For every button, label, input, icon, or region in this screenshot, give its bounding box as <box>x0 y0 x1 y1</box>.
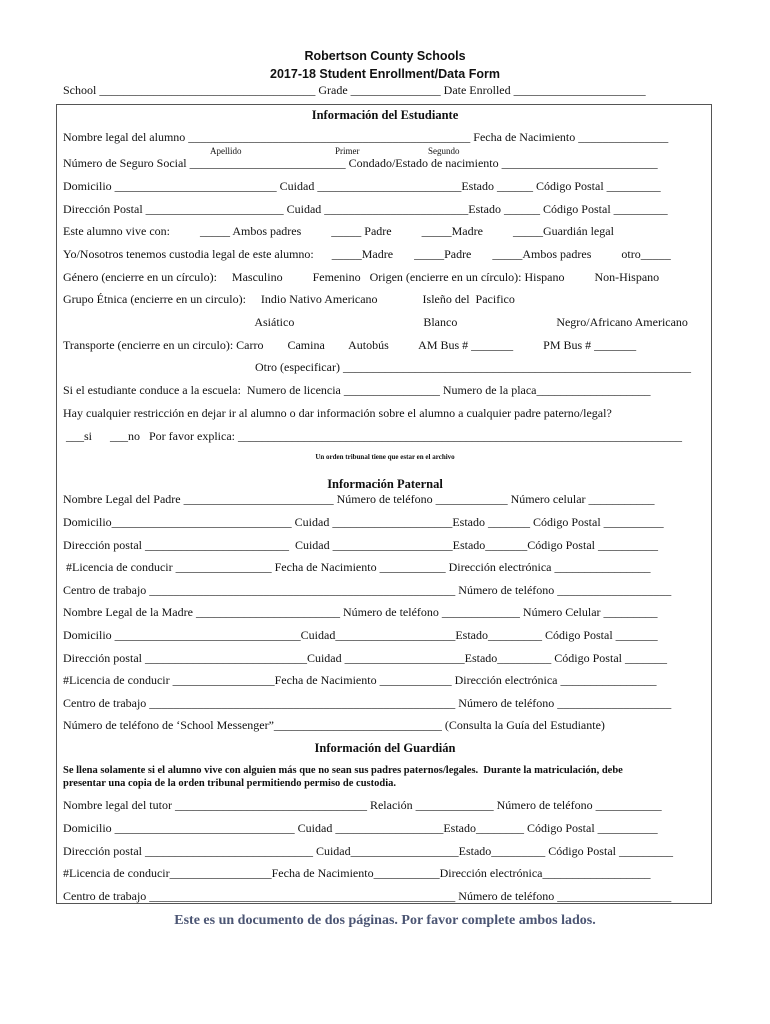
court-order-note: Un orden tribunal tiene que estar en el archivo <box>315 453 455 461</box>
gender-origin[interactable]: Género (encierre en un círculo): Masculino Femenino Origen (encierre en un círculo): Hispano Non-Hispano <box>63 270 660 284</box>
guardian-note-line2: presentar una copia de la orden tribunal permitiendo permiso de custodia. <box>63 778 397 789</box>
mother-workplace-field[interactable]: Centro de trabajo ___________________________________________________ Número de teléfono ___________________ <box>63 696 672 710</box>
ethnic-group-row1[interactable]: Grupo Étnica (encierre en un circulo): Indio Nativo Americano Isleño del Pacifico <box>63 292 515 306</box>
student-address-field[interactable]: Domicilio ___________________________ Cuidad ________________________Estado ______ Código Postal _________ <box>63 179 661 193</box>
guardian-note-line1: Se llena solamente si el alumno vive con alguien más que no sean sus padres paternos/legales. Durante la matriculación, debe <box>63 765 623 776</box>
guardian-name-field[interactable]: Nombre legal del tutor ________________________________ Relación _____________ Número de teléfono ___________ <box>63 798 662 812</box>
transport-field[interactable]: Transporte (encierre en un circulo): Carro Camina Autobús AM Bus # _______ PM Bus # _______ <box>63 338 637 352</box>
student-postal-address-field[interactable]: Dirección Postal _______________________ Cuidad ________________________Estado ______ Código Postal _________ <box>63 202 668 216</box>
father-address-field[interactable]: Domicilio______________________________ Cuidad ____________________Estado _______ Código Postal __________ <box>63 515 664 529</box>
mother-postal-address-field[interactable]: Dirección postal ___________________________Cuidad ____________________Estado_________ Código Postal _______ <box>63 651 667 665</box>
two-page-footer-note: Este es un documento de dos páginas. Por favor complete ambos lados. <box>174 913 596 928</box>
guardian-address-field[interactable]: Domicilio ______________________________ Cuidad __________________Estado________ Código Postal __________ <box>63 821 658 835</box>
district-title: Robertson County Schools <box>304 49 466 63</box>
student-section-title: Información del Estudiante <box>311 108 459 122</box>
restriction-answer-field[interactable]: ___si ___no Por favor explica: __________________________________________________________________________ <box>66 429 682 443</box>
guardian-section-title: Información del Guardián <box>314 741 456 755</box>
student-ssn-field[interactable]: Número de Seguro Social __________________________ Condado/Estado de nacimiento __________________________ <box>63 156 658 170</box>
restriction-question: Hay cualquier restricción en dejar ir al alumno o dar información sobre el alumno a cualquier padre paterno/legal? <box>63 406 612 420</box>
student-legal-name-field[interactable]: Nombre legal del alumno _______________________________________________ Fecha de Nacimiento _______________ <box>63 130 669 144</box>
label-apellido: Apellido <box>210 146 242 156</box>
transport-other-field[interactable]: Otro (especificar) __________________________________________________________ <box>63 360 691 374</box>
parent-section-title: Información Paternal <box>327 477 443 491</box>
driver-license-field[interactable]: Si el estudiante conduce a la escuela: Numero de licencia ________________ Numero de la placa___________________ <box>63 383 651 397</box>
father-license-field[interactable]: #Licencia de conducir ________________ Fecha de Nacimiento ___________ Dirección electrónica ________________ <box>63 560 651 574</box>
legal-custody[interactable]: Yo/Nosotros tenemos custodia legal de este alumno: _____Madre _____Padre _____Ambos padres otro_____ <box>63 247 671 261</box>
student-lives-with[interactable]: Este alumno vive con: _____ Ambos padres _____ Padre _____Madre _____Guardián legal <box>63 224 614 238</box>
guardian-workplace-field[interactable]: Centro de trabajo ___________________________________________________ Número de teléfono ___________________ <box>63 889 672 903</box>
mother-license-field[interactable]: #Licencia de conducir _________________Fecha de Nacimiento ____________ Dirección electrónica ________________ <box>63 673 657 687</box>
label-primer: Primer <box>335 146 360 156</box>
mother-address-field[interactable]: Domicilio _______________________________Cuidad____________________Estado_________ Código Postal _______ <box>63 628 658 642</box>
school-messenger-phone-field[interactable]: Número de teléfono de ‘School Messenger”____________________________ (Consulta la Guía del Estudiante) <box>63 718 605 732</box>
form-title: 2017-18 Student Enrollment/Data Form <box>270 67 500 81</box>
father-workplace-field[interactable]: Centro de trabajo ___________________________________________________ Número de teléfono ___________________ <box>63 583 672 597</box>
school-grade-date-line[interactable]: School ____________________________________ Grade _______________ Date Enrolled ______________________ <box>63 83 646 97</box>
ethnic-group-row2[interactable]: Asiático Blanco Negro/Africano Americano <box>63 315 688 329</box>
label-segundo: Segundo <box>428 146 460 156</box>
mother-name-field[interactable]: Nombre Legal de la Madre ________________________ Número de teléfono _____________ Número Celular _________ <box>63 605 658 619</box>
guardian-postal-address-field[interactable]: Dirección postal ____________________________ Cuidad__________________Estado_________ Código Postal _________ <box>63 844 673 858</box>
father-postal-address-field[interactable]: Dirección postal ________________________ Cuidad ____________________Estado_______Código Postal __________ <box>63 538 658 552</box>
guardian-license-field[interactable]: #Licencia de conducir_________________Fecha de Nacimiento___________Dirección electrónica__________________ <box>63 866 651 880</box>
father-name-field[interactable]: Nombre Legal del Padre _________________________ Número de teléfono ____________ Número celular ___________ <box>63 492 655 506</box>
